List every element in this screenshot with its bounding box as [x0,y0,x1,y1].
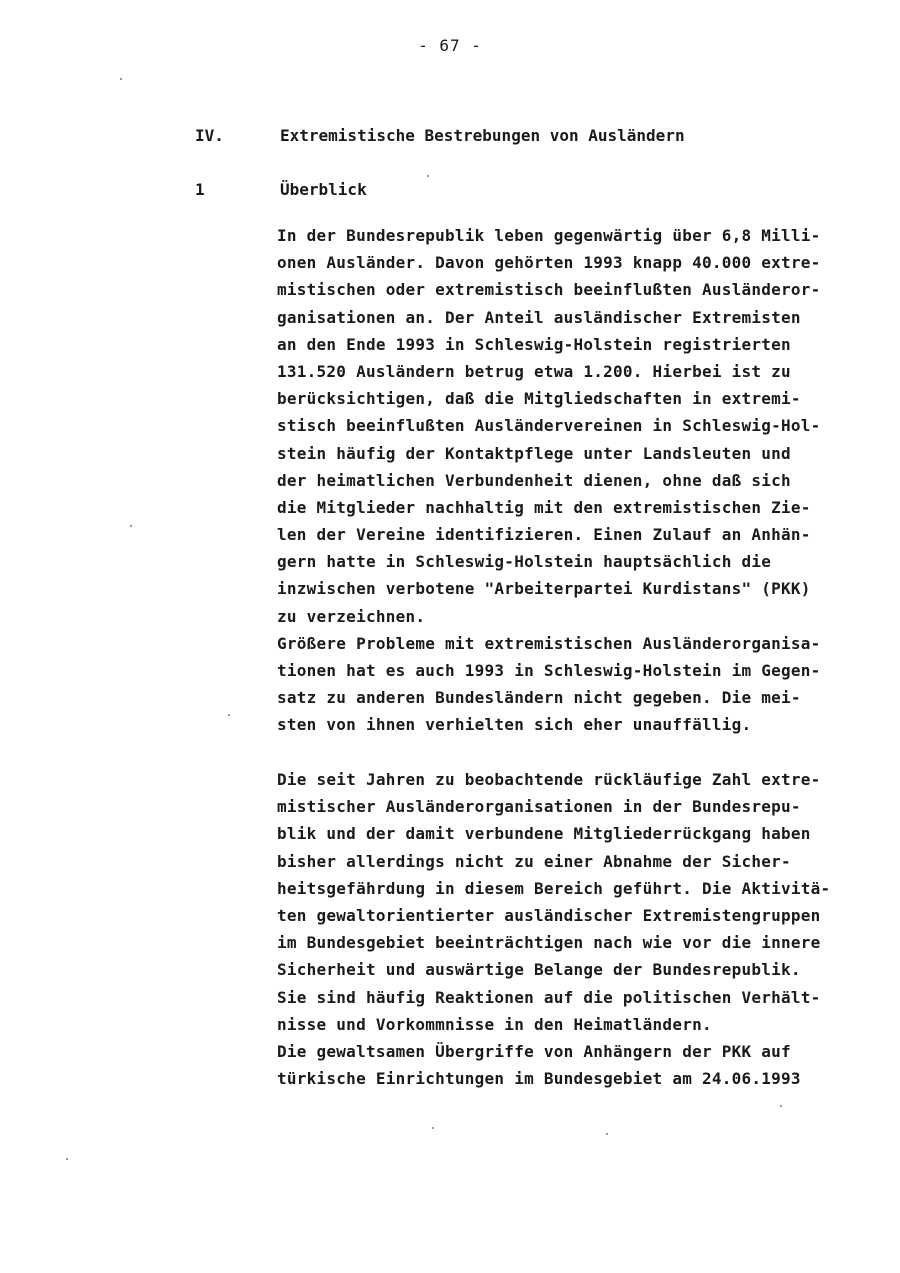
text-line: berücksichtigen, daß die Mitgliedschaften in extremi- [277,389,801,409]
text-line: onen Ausländer. Davon gehörten 1993 knapp 40.000 extre- [277,253,821,273]
text-line: blik und der damit verbundene Mitgliederrückgang haben [277,824,811,844]
text-line: In der Bundesrepublik leben gegenwärtig über 6,8 Milli- [277,226,821,245]
page-number: - 67 - [418,36,482,55]
text-line: inzwischen verbotene "Arbeiterpartei Kurdistans" (PKK) [277,579,811,599]
scan-speck [66,1158,68,1160]
text-line: tionen hat es auch 1993 in Schleswig-Holstein im Gegen- [277,661,821,680]
text-line: im Bundesgebiet beeinträchtigen nach wie vor die innere [277,933,821,953]
text-line: satz zu anderen Bundesländern nicht gegeben. Die mei- [277,688,801,708]
subsection-title: Überblick [280,180,367,199]
text-line: ganisationen an. Der Anteil ausländischer Extremisten [277,307,801,327]
text-line: len der Vereine identifizieren. Einen Zulauf an Anhän- [277,525,811,545]
text-line: mistischen oder extremistisch beeinflußten Ausländeror- [277,280,821,300]
text-line: der heimatlichen Verbundenheit dienen, ohne daß sich [277,470,791,490]
text-line: nisse und Vorkommnisse in den Heimatländern. [277,1014,712,1034]
text-line: türkische Einrichtungen im Bundesgebiet am 24.06.1993 [277,1069,801,1089]
section-number: IV. [195,126,224,145]
text-line: mistischer Ausländerorganisationen in der Bundesrepu- [277,797,801,817]
text-line: Größere Probleme mit extremistischen Ausländerorganisa- [277,633,821,653]
scan-speck [432,1127,434,1129]
text-line: sten von ihnen verhielten sich eher unauffällig. [277,715,752,735]
text-line: Die seit Jahren zu beobachtende rückläufige Zahl extre- [277,770,821,789]
text-line: Sicherheit und auswärtige Belange der Bundesrepublik. [277,960,801,980]
text-line: bisher allerdings nicht zu einer Abnahme der Sicher- [277,851,791,871]
text-line: die Mitglieder nachhaltig mit den extremistischen Zie- [277,497,811,517]
paragraph-block-1 [277,222,897,739]
text-line: zu verzeichnen. [277,606,426,626]
scan-speck [427,175,429,177]
paragraph-block-2 [277,766,897,1092]
section-title: Extremistische Bestrebungen von Ausländern [280,126,685,145]
scan-speck [228,714,230,716]
text-line: an den Ende 1993 in Schleswig-Holstein registrierten [277,334,791,354]
subsection-number: 1 [195,180,205,199]
text-line: Sie sind häufig Reaktionen auf die politischen Verhält- [277,987,821,1007]
scan-speck [780,1105,782,1107]
scan-speck [606,1133,608,1135]
text-line: heitsgefährdung in diesem Bereich geführt. Die Aktivitä- [277,878,831,898]
text-line: stein häufig der Kontaktpflege unter Landsleuten und [277,443,791,463]
scan-speck [120,78,122,80]
text-line: stisch beeinflußten Ausländervereinen in Schleswig-Hol- [277,416,821,436]
text-line: ten gewaltorientierter ausländischer Extremistengruppen [277,905,821,925]
scan-speck [130,525,132,527]
text-line: Die gewaltsamen Übergriffe von Anhängern der PKK auf [277,1041,791,1061]
text-line: gern hatte in Schleswig-Holstein hauptsächlich die [277,552,772,572]
text-line: 131.520 Ausländern betrug etwa 1.200. Hierbei ist zu [277,361,791,381]
